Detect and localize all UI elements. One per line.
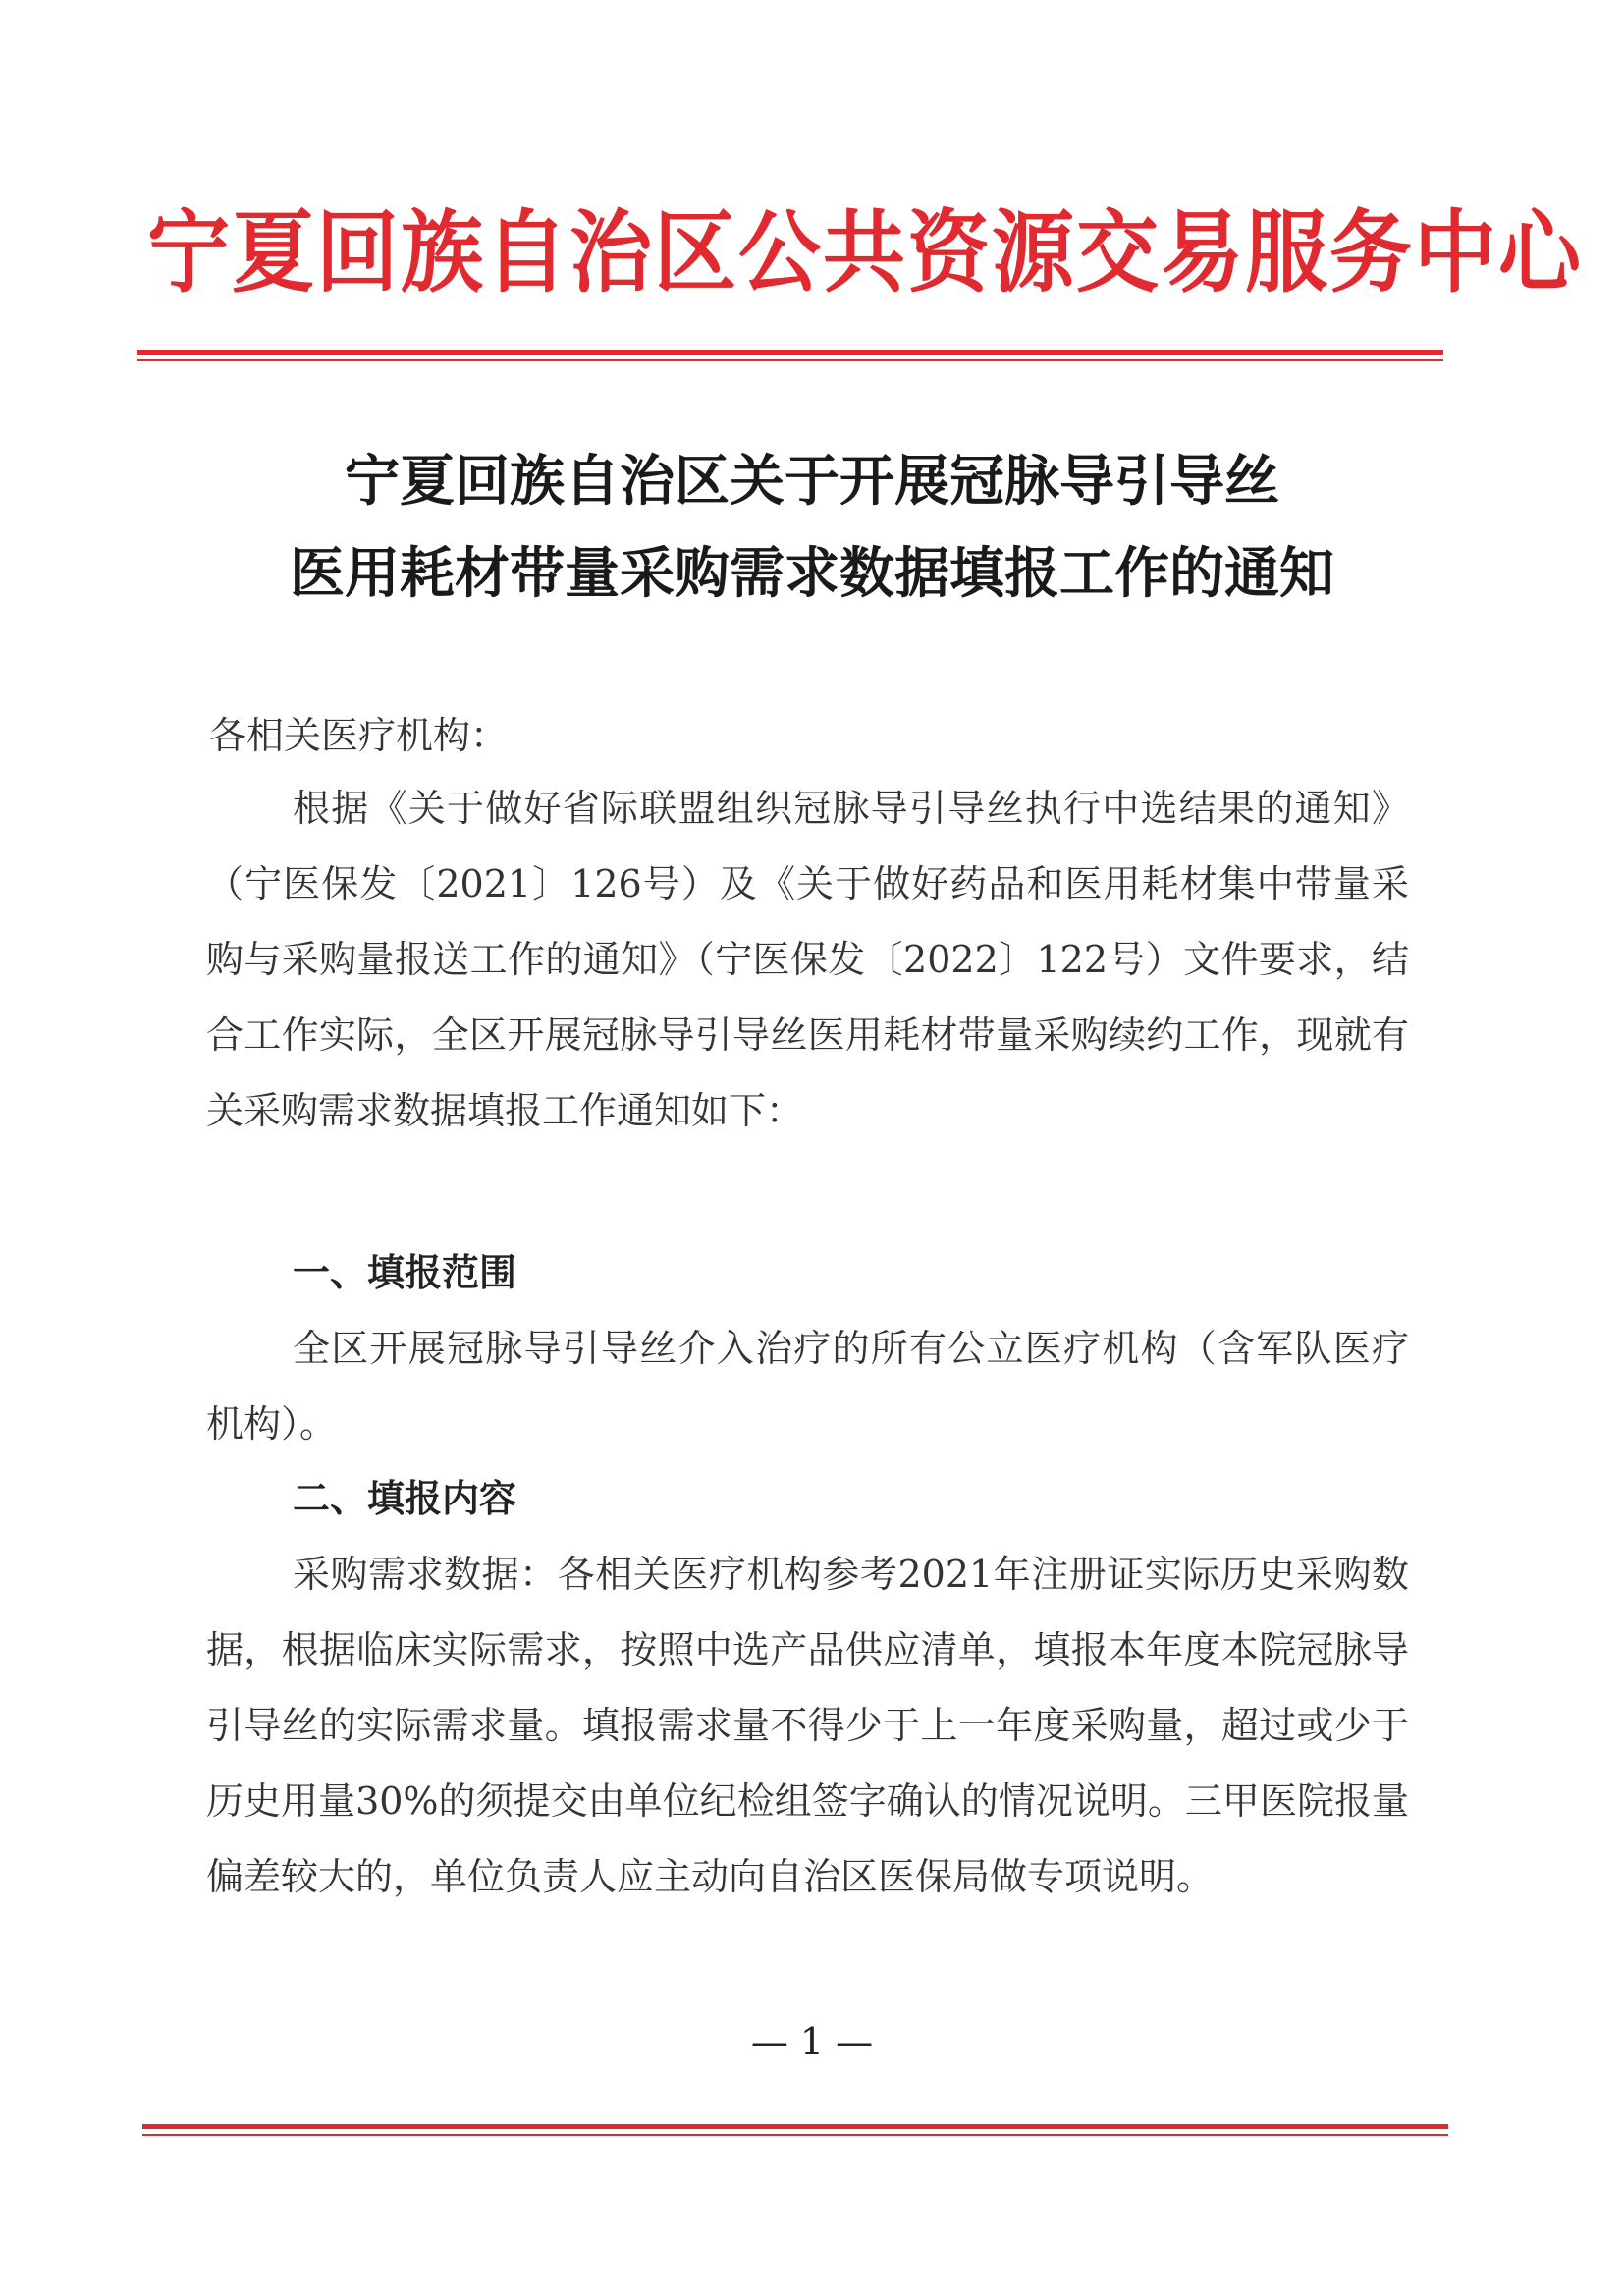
footer-rule-thick-line [142, 2124, 1448, 2129]
document-title-line-1: 宁夏回族自治区关于开展冠脉导引导丝 [345, 449, 1279, 514]
header-red-rule [137, 350, 1443, 361]
page-number: — 1 — [750, 2020, 874, 2063]
content-paragraph: 采购需求数据：各相关医疗机构参考2021年注册证实际历史采购数据，根据临床实际需求，按照中选产品供应清单，填报本年度本院冠脉导引导丝的实际需求量。填报需求量不得少于上一年度采购量，超过或少于历史用量30%的须提交由单位纪检组签字确认的情况说明。三甲医院报量偏差较大的，单位负责人应主动向自治区医保局做专项说明。 [206, 1553, 1409, 1898]
salutation: 各相关医疗机构： [209, 714, 509, 757]
header-rule-thin-line [137, 359, 1443, 361]
section-heading-scope: 一、填报范围 [293, 1251, 517, 1294]
section-heading-content: 二、填报内容 [293, 1477, 517, 1520]
footer-rule-thin-line [142, 2134, 1448, 2136]
header-rule-thick-line [137, 350, 1443, 355]
document-title-line-2: 医用耗材带量采购需求数据填报工作的通知 [290, 541, 1334, 606]
footer-red-rule [142, 2124, 1448, 2136]
issuing-organization-header: 宁夏回族自治区公共资源交易服务中心 [147, 199, 1584, 304]
scope-paragraph: 全区开展冠脉导引导丝介入治疗的所有公立医疗机构（含军队医疗机构）。 [206, 1327, 1409, 1446]
intro-paragraph: 根据《关于做好省际联盟组织冠脉导引导丝执行中选结果的通知》（宁医保发〔2021〕126号）及《关于做好药品和医用耗材集中带量采购与采购量报送工作的通知》（宁医保发〔2022〕122号）文件要求，结合工作实际，全区开展冠脉导引导丝医用耗材带量采购续约工作，现就有关采购需求数据填报工作通知如下： [206, 787, 1409, 1132]
